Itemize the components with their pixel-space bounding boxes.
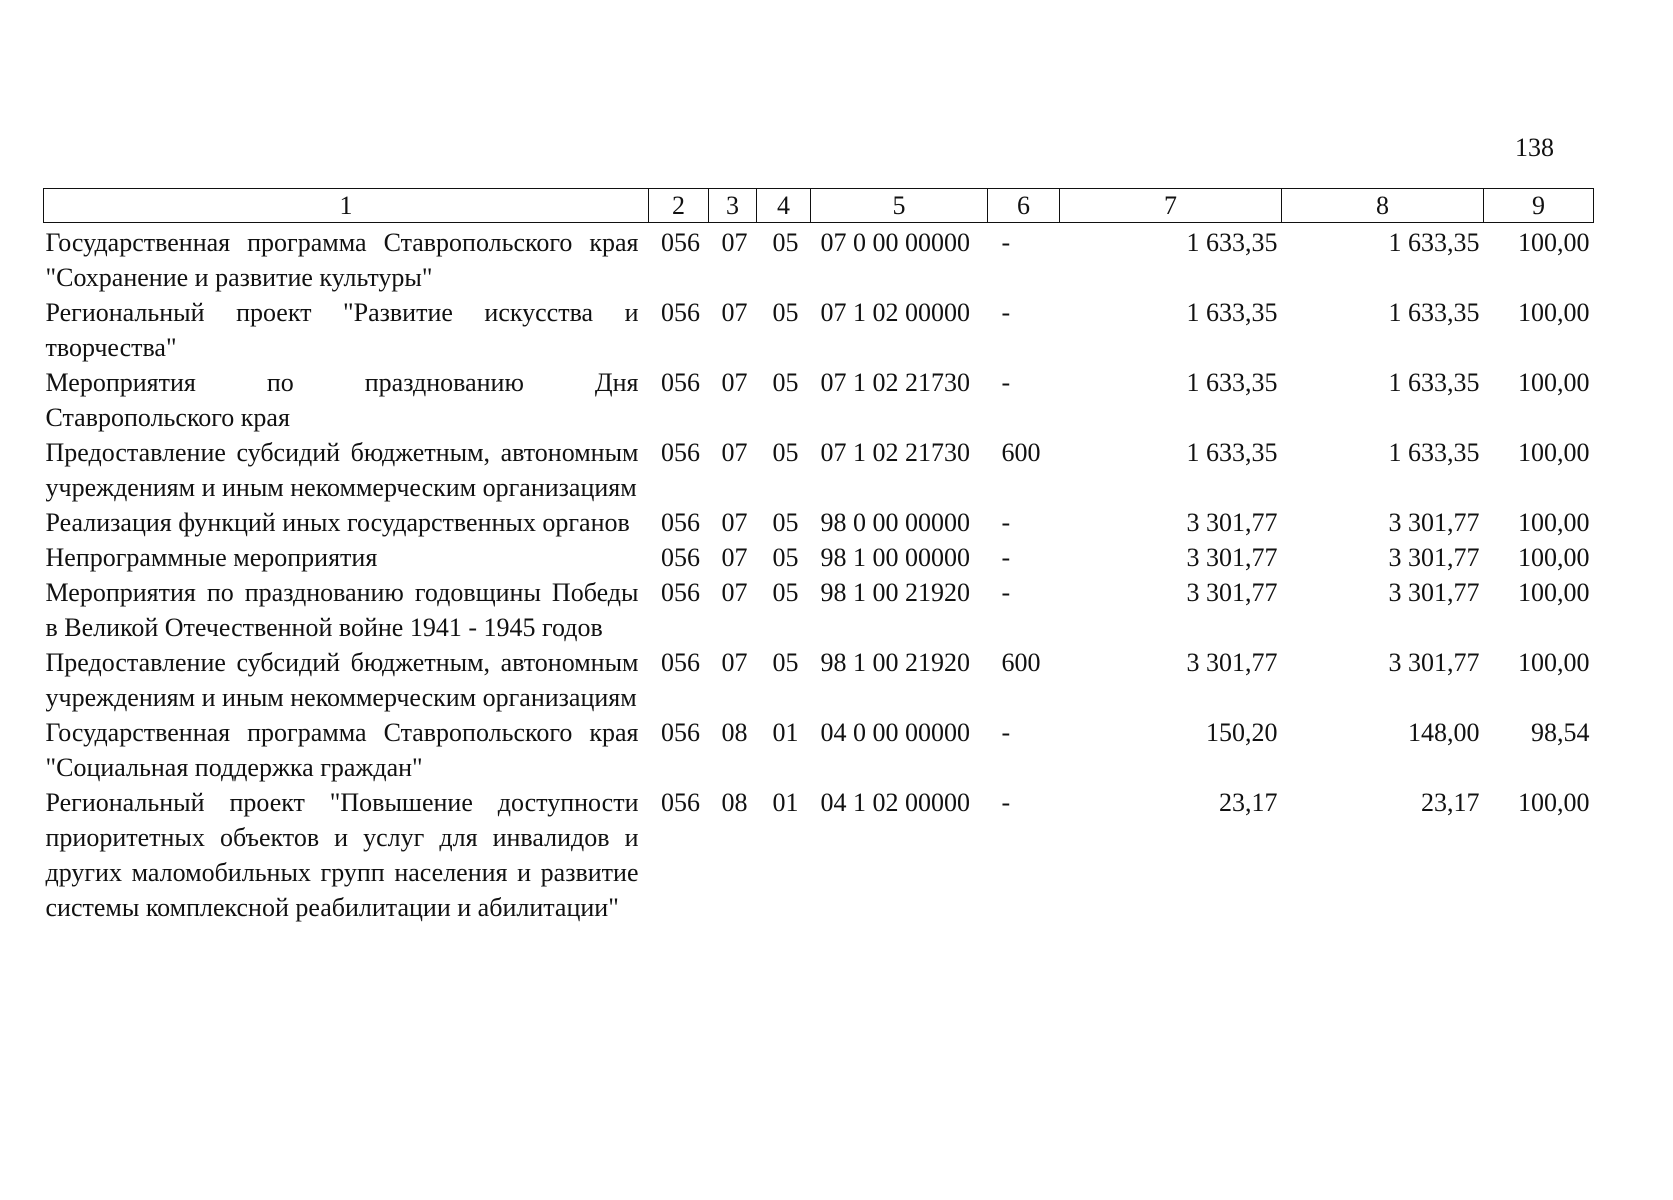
- column-header-4: 4: [757, 189, 811, 223]
- section-code: 07: [721, 368, 748, 397]
- grbs-code: 056: [661, 298, 700, 327]
- grbs-code: 056: [661, 718, 700, 747]
- section-code: 08: [721, 718, 748, 747]
- actual-amount: 3 301,77: [1388, 508, 1480, 537]
- execution-percent: 100,00: [1518, 578, 1590, 607]
- table-body: [44, 223, 1594, 926]
- target-article-code: 98 0 00 00000: [820, 508, 970, 537]
- subsection-code: 01: [772, 788, 799, 817]
- table-row: [44, 540, 1594, 575]
- subsection-code: 05: [772, 508, 799, 537]
- subsection-code: 01: [772, 718, 799, 747]
- item-name: Региональный проект "Развитие искусства и творчества": [45, 298, 639, 362]
- planned-amount: 3 301,77: [1186, 648, 1278, 677]
- expense-type-code: 600: [1001, 438, 1041, 467]
- execution-percent: 100,00: [1518, 648, 1590, 677]
- grbs-code: 056: [661, 543, 700, 572]
- table-row: [44, 435, 1594, 505]
- column-header-3: 3: [709, 189, 757, 223]
- section-code: 07: [721, 228, 748, 257]
- subsection-code: 05: [772, 228, 799, 257]
- expense-type-code: -: [1001, 298, 1011, 327]
- actual-amount: 1 633,35: [1388, 298, 1480, 327]
- planned-amount: 23,17: [1219, 788, 1278, 817]
- expense-type-code: -: [1001, 508, 1011, 537]
- grbs-code: 056: [661, 648, 700, 677]
- execution-percent: 100,00: [1518, 788, 1590, 817]
- subsection-code: 05: [772, 543, 799, 572]
- section-code: 08: [721, 788, 748, 817]
- column-header-7: 7: [1060, 189, 1282, 223]
- actual-amount: 1 633,35: [1388, 228, 1480, 257]
- target-article-code: 04 1 02 00000: [820, 788, 970, 817]
- subsection-code: 05: [772, 438, 799, 467]
- grbs-code: 056: [661, 438, 700, 467]
- column-header-8: 8: [1282, 189, 1484, 223]
- page-number: 138: [1515, 133, 1554, 162]
- actual-amount: 1 633,35: [1388, 438, 1480, 467]
- actual-amount: 3 301,77: [1388, 648, 1480, 677]
- table-header: [44, 189, 1594, 223]
- header-row: [44, 189, 1594, 223]
- item-name: Мероприятия по празднованию Дня Ставропольского края: [45, 368, 639, 432]
- item-name: Предоставление субсидий бюджетным, автономным учреждениям и иным некоммерческим организациям: [45, 438, 639, 502]
- table-row: [44, 365, 1594, 435]
- execution-percent: 100,00: [1518, 368, 1590, 397]
- target-article-code: 98 1 00 00000: [820, 543, 970, 572]
- section-code: 07: [721, 648, 748, 677]
- budget-table: [43, 188, 1594, 925]
- grbs-code: 056: [661, 788, 700, 817]
- target-article-code: 07 1 02 21730: [820, 368, 970, 397]
- expense-type-code: -: [1001, 228, 1011, 257]
- column-header-2: 2: [649, 189, 709, 223]
- target-article-code: 07 1 02 21730: [820, 438, 970, 467]
- target-article-code: 98 1 00 21920: [820, 648, 970, 677]
- table-row: [44, 575, 1594, 645]
- execution-percent: 100,00: [1518, 543, 1590, 572]
- target-article-code: 04 0 00 00000: [820, 718, 970, 747]
- execution-percent: 100,00: [1518, 228, 1590, 257]
- subsection-code: 05: [772, 648, 799, 677]
- table-row: [44, 785, 1594, 925]
- table-row: [44, 645, 1594, 715]
- actual-amount: 3 301,77: [1388, 578, 1480, 607]
- planned-amount: 1 633,35: [1186, 228, 1278, 257]
- expense-type-code: 600: [1001, 648, 1041, 677]
- actual-amount: 148,00: [1408, 718, 1480, 747]
- table-row: [44, 295, 1594, 365]
- planned-amount: 3 301,77: [1186, 578, 1278, 607]
- expense-type-code: -: [1001, 718, 1011, 747]
- target-article-code: 07 1 02 00000: [820, 298, 970, 327]
- execution-percent: 100,00: [1518, 508, 1590, 537]
- item-name: Реализация функций иных государственных органов: [45, 508, 630, 537]
- target-article-code: 07 0 00 00000: [820, 228, 970, 257]
- grbs-code: 056: [661, 578, 700, 607]
- table-row: [44, 223, 1594, 296]
- subsection-code: 05: [772, 368, 799, 397]
- planned-amount: 1 633,35: [1186, 368, 1278, 397]
- item-name: Государственная программа Ставропольского края "Сохранение и развитие культуры": [45, 228, 639, 292]
- planned-amount: 3 301,77: [1186, 508, 1278, 537]
- table-row: [44, 715, 1594, 785]
- item-name: Предоставление субсидий бюджетным, автономным учреждениям и иным некоммерческим организациям: [45, 648, 639, 712]
- planned-amount: 3 301,77: [1186, 543, 1278, 572]
- expense-type-code: -: [1001, 578, 1011, 607]
- subsection-code: 05: [772, 298, 799, 327]
- column-header-5: 5: [811, 189, 988, 223]
- expense-type-code: -: [1001, 368, 1011, 397]
- actual-amount: 3 301,77: [1388, 543, 1480, 572]
- section-code: 07: [721, 438, 748, 467]
- target-article-code: 98 1 00 21920: [820, 578, 970, 607]
- planned-amount: 1 633,35: [1186, 298, 1278, 327]
- item-name: Мероприятия по празднованию годовщины Победы в Великой Отечественной войне 1941 - 1945 годов: [45, 578, 639, 642]
- execution-percent: 100,00: [1518, 298, 1590, 327]
- grbs-code: 056: [661, 368, 700, 397]
- subsection-code: 05: [772, 578, 799, 607]
- expense-type-code: -: [1001, 543, 1011, 572]
- section-code: 07: [721, 543, 748, 572]
- item-name: Непрограммные мероприятия: [45, 543, 378, 572]
- execution-percent: 98,54: [1531, 718, 1590, 747]
- item-name: Государственная программа Ставропольского края "Социальная поддержка граждан": [45, 718, 639, 782]
- grbs-code: 056: [661, 228, 700, 257]
- section-code: 07: [721, 578, 748, 607]
- planned-amount: 150,20: [1206, 718, 1278, 747]
- execution-percent: 100,00: [1518, 438, 1590, 467]
- grbs-code: 056: [661, 508, 700, 537]
- column-header-6: 6: [988, 189, 1060, 223]
- planned-amount: 1 633,35: [1186, 438, 1278, 467]
- column-header-1: 1: [44, 189, 649, 223]
- actual-amount: 1 633,35: [1388, 368, 1480, 397]
- column-header-9: 9: [1484, 189, 1594, 223]
- item-name: Региональный проект "Повышение доступности приоритетных объектов и услуг для инвалидов и других маломобильных групп населения и развитие системы комплексной реабилитации и абилитации": [45, 788, 639, 922]
- table-row: [44, 505, 1594, 540]
- section-code: 07: [721, 298, 748, 327]
- actual-amount: 23,17: [1421, 788, 1480, 817]
- section-code: 07: [721, 508, 748, 537]
- expense-type-code: -: [1001, 788, 1011, 817]
